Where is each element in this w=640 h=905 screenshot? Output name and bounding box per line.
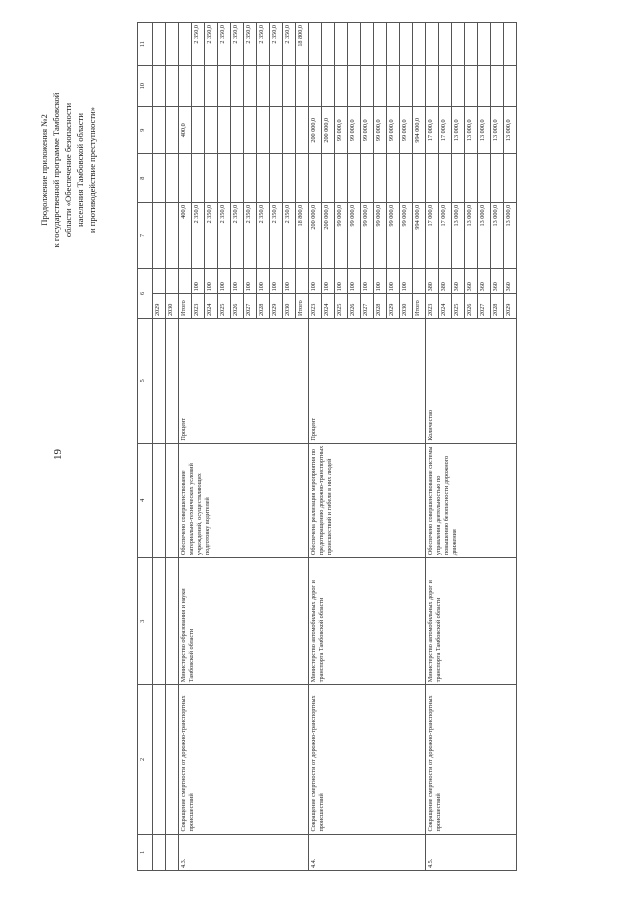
target-value-cell: 360	[478, 268, 491, 293]
federal-amount-cell	[400, 154, 413, 202]
target-value-cell: 100	[244, 268, 257, 293]
federal-amount-cell	[465, 154, 478, 202]
local-amount-cell	[491, 66, 504, 107]
total-amount-cell: 2 350,0	[231, 202, 244, 268]
regional-amount-cell: 99 000,0	[400, 107, 413, 154]
federal-amount-cell	[257, 154, 270, 202]
empty-cell	[166, 685, 179, 834]
year-cell: Итого	[413, 294, 426, 319]
federal-amount-cell	[439, 154, 452, 202]
local-amount-cell	[439, 66, 452, 107]
federal-amount-cell	[283, 154, 296, 202]
target-value-cell: 100	[322, 268, 335, 293]
federal-amount-cell	[218, 154, 231, 202]
regional-amount-cell: 17 000,0	[439, 107, 452, 154]
year-cell: 2023	[309, 294, 322, 319]
total-amount-cell: 18 800,0	[296, 202, 309, 268]
local-amount-cell	[400, 66, 413, 107]
regional-amount-cell: 13 000,0	[491, 107, 504, 154]
empty-cell	[166, 834, 179, 870]
year-cell: 2024	[439, 294, 452, 319]
regional-amount-cell	[244, 107, 257, 154]
local-amount-cell	[296, 66, 309, 107]
column-number: 7	[138, 202, 153, 268]
local-amount-cell	[283, 66, 296, 107]
regional-amount-cell: 99 000,0	[348, 107, 361, 154]
extrabudget-amount-cell	[465, 23, 478, 66]
empty-cell	[153, 318, 166, 443]
target-value-cell: 100	[192, 268, 205, 293]
column-number: 5	[138, 318, 153, 443]
column-number: 2	[138, 685, 153, 834]
extrabudget-amount-cell	[348, 23, 361, 66]
regional-amount-cell: 200 000,0	[309, 107, 322, 154]
year-cell: 2029	[504, 294, 517, 319]
total-amount-cell: 2 350,0	[283, 202, 296, 268]
regional-amount-cell	[296, 107, 309, 154]
extrabudget-amount-cell	[452, 23, 465, 66]
total-amount-cell: 17 000,0	[426, 202, 439, 268]
unit-name-cell: Количество	[426, 318, 517, 443]
total-amount-cell: 2 350,0	[218, 202, 231, 268]
regional-amount-cell	[283, 107, 296, 154]
target-value-cell: 100	[387, 268, 400, 293]
regional-amount-cell: 17 000,0	[426, 107, 439, 154]
federal-amount-cell	[231, 154, 244, 202]
federal-amount-cell	[192, 154, 205, 202]
extrabudget-amount-cell: 2 350,0	[192, 23, 205, 66]
extrabudget-amount-cell: 2 350,0	[218, 23, 231, 66]
extrabudget-amount-cell	[309, 23, 322, 66]
year-cell: 2028	[257, 294, 270, 319]
total-amount-cell: 13 000,0	[478, 202, 491, 268]
empty-cell	[153, 558, 166, 685]
total-amount-cell: 99 000,0	[387, 202, 400, 268]
regional-amount-cell: 99 000,0	[374, 107, 387, 154]
target-value-cell: 360	[465, 268, 478, 293]
federal-amount-cell	[452, 154, 465, 202]
regional-amount-cell	[257, 107, 270, 154]
extrabudget-amount-cell	[504, 23, 517, 66]
federal-amount-cell	[387, 154, 400, 202]
regional-amount-cell: 99 000,0	[361, 107, 374, 154]
empty-cell	[153, 443, 166, 557]
federal-amount-cell	[335, 154, 348, 202]
federal-amount-cell	[179, 154, 192, 202]
header-line: населения Тамбовской области	[75, 113, 85, 227]
total-amount-cell: 200 000,0	[322, 202, 335, 268]
total-amount-cell	[166, 202, 179, 268]
total-amount-cell: 400,0	[179, 202, 192, 268]
column-number: 11	[138, 23, 153, 66]
extrabudget-amount-cell: 2 350,0	[270, 23, 283, 66]
empty-cell	[166, 558, 179, 685]
total-amount-cell: 99 000,0	[335, 202, 348, 268]
regional-amount-cell: 400,0	[179, 107, 192, 154]
federal-amount-cell	[361, 154, 374, 202]
year-cell: 2025	[218, 294, 231, 319]
local-amount-cell	[452, 66, 465, 107]
year-cell: 2025	[452, 294, 465, 319]
extrabudget-amount-cell	[387, 23, 400, 66]
executor-cell: Министерство автомобильных дорог и транспорта Тамбовской области	[426, 558, 517, 685]
goal-cell: Сокращение смертности от дорожно-транспортных происшествий	[179, 685, 309, 834]
section-number-cell: 4.3.	[179, 834, 309, 870]
extrabudget-amount-cell: 18 800,0	[296, 23, 309, 66]
federal-amount-cell	[166, 154, 179, 202]
local-amount-cell	[374, 66, 387, 107]
total-amount-cell: 2 350,0	[270, 202, 283, 268]
target-value-cell: 380	[426, 268, 439, 293]
extrabudget-amount-cell: 2 350,0	[231, 23, 244, 66]
local-amount-cell	[309, 66, 322, 107]
extrabudget-amount-cell	[478, 23, 491, 66]
target-value-cell: 360	[504, 268, 517, 293]
regional-amount-cell: 99 000,0	[387, 107, 400, 154]
extrabudget-amount-cell	[179, 23, 192, 66]
total-amount-cell: 2 350,0	[257, 202, 270, 268]
local-amount-cell	[218, 66, 231, 107]
regional-amount-cell	[218, 107, 231, 154]
year-cell: 2030	[166, 294, 179, 319]
indicator-cell: Обеспечено совершенствование материально-технических условий учреждений, осуществляющих подготовку водителей	[179, 443, 309, 557]
local-amount-cell	[413, 66, 426, 107]
total-amount-cell: 17 000,0	[439, 202, 452, 268]
header-line: и противодействие преступности»	[87, 106, 97, 234]
regional-amount-cell	[166, 107, 179, 154]
extrabudget-amount-cell	[413, 23, 426, 66]
indicator-cell: Обеспечена реализация мероприятия по предотвращению дорожно-транспортных происшествий и гибели в них людей	[309, 443, 426, 557]
year-cell: 2028	[374, 294, 387, 319]
executor-cell: Министерство автомобильных дорог и транспорта Тамбовской области	[309, 558, 426, 685]
regional-amount-cell	[192, 107, 205, 154]
regional-amount-cell	[205, 107, 218, 154]
header-line: к государственной программе Тамбовской	[51, 92, 61, 248]
total-amount-cell: 200 000,0	[309, 202, 322, 268]
federal-amount-cell	[348, 154, 361, 202]
year-cell: 2029	[387, 294, 400, 319]
year-cell: 2029	[270, 294, 283, 319]
target-value-cell: 100	[335, 268, 348, 293]
year-cell: 2026	[231, 294, 244, 319]
target-value-cell: 100	[348, 268, 361, 293]
table-row	[309, 23, 322, 871]
total-amount-cell: 994 000,0	[413, 202, 426, 268]
local-amount-cell	[257, 66, 270, 107]
table-row	[153, 23, 166, 871]
goal-cell: Сокращение смертности от дорожно-транспортных происшествий	[426, 685, 517, 834]
local-amount-cell	[166, 66, 179, 107]
column-number: 6	[138, 268, 153, 318]
indicator-cell: Обеспечено совершенствование системы управления деятельностью по повышению безопасности дорожного движения	[426, 443, 517, 557]
year-cell: Итого	[296, 294, 309, 319]
local-amount-cell	[335, 66, 348, 107]
unit-name-cell: Процент	[309, 318, 426, 443]
extrabudget-amount-cell: 2 350,0	[257, 23, 270, 66]
empty-cell	[153, 834, 166, 870]
target-value-cell: 100	[283, 268, 296, 293]
total-amount-cell	[153, 202, 166, 268]
local-amount-cell	[192, 66, 205, 107]
target-value-cell: 360	[491, 268, 504, 293]
table-row	[179, 23, 192, 871]
year-cell: 2030	[400, 294, 413, 319]
extrabudget-amount-cell: 2 350,0	[283, 23, 296, 66]
local-amount-cell	[205, 66, 218, 107]
header-line: Продолжение приложения №2	[39, 114, 49, 226]
column-number: 4	[138, 443, 153, 557]
empty-cell	[153, 685, 166, 834]
local-amount-cell	[179, 66, 192, 107]
federal-amount-cell	[296, 154, 309, 202]
document-header	[38, 55, 98, 285]
total-amount-cell: 13 000,0	[491, 202, 504, 268]
extrabudget-amount-cell	[361, 23, 374, 66]
target-value-cell	[179, 268, 192, 293]
federal-amount-cell	[504, 154, 517, 202]
table-row	[426, 23, 439, 871]
regional-amount-cell: 13 000,0	[478, 107, 491, 154]
target-value-cell: 360	[452, 268, 465, 293]
local-amount-cell	[478, 66, 491, 107]
extrabudget-amount-cell	[335, 23, 348, 66]
total-amount-cell: 13 000,0	[452, 202, 465, 268]
federal-amount-cell	[374, 154, 387, 202]
header-line: области «Обеспечение безопасности	[63, 102, 73, 238]
target-value-cell: 100	[374, 268, 387, 293]
target-value-cell: 100	[400, 268, 413, 293]
federal-amount-cell	[270, 154, 283, 202]
local-amount-cell	[426, 66, 439, 107]
target-value-cell	[166, 268, 179, 293]
year-cell: 2023	[426, 294, 439, 319]
federal-amount-cell	[426, 154, 439, 202]
federal-amount-cell	[491, 154, 504, 202]
column-number: 8	[138, 154, 153, 202]
regional-amount-cell	[153, 107, 166, 154]
executor-cell: Министерство образования и науки Тамбовской области	[179, 558, 309, 685]
empty-cell	[166, 318, 179, 443]
target-value-cell: 100	[231, 268, 244, 293]
section-number-cell: 4.5.	[426, 834, 517, 870]
page-number: 19	[52, 449, 64, 460]
regional-amount-cell: 13 000,0	[465, 107, 478, 154]
year-cell: 2030	[283, 294, 296, 319]
target-value-cell: 100	[218, 268, 231, 293]
unit-name-cell: Процент	[179, 318, 309, 443]
extrabudget-amount-cell	[491, 23, 504, 66]
local-amount-cell	[504, 66, 517, 107]
total-amount-cell: 13 000,0	[465, 202, 478, 268]
target-value-cell	[296, 268, 309, 293]
year-cell: 2027	[478, 294, 491, 319]
federal-amount-cell	[322, 154, 335, 202]
year-cell: 2025	[335, 294, 348, 319]
regional-amount-cell: 13 000,0	[452, 107, 465, 154]
year-cell: 2027	[361, 294, 374, 319]
total-amount-cell: 99 000,0	[374, 202, 387, 268]
local-amount-cell	[231, 66, 244, 107]
local-amount-cell	[244, 66, 257, 107]
total-amount-cell: 2 350,0	[244, 202, 257, 268]
target-value-cell: 100	[270, 268, 283, 293]
federal-amount-cell	[413, 154, 426, 202]
column-number: 9	[138, 107, 153, 154]
local-amount-cell	[465, 66, 478, 107]
local-amount-cell	[361, 66, 374, 107]
year-cell: 2026	[465, 294, 478, 319]
extrabudget-amount-cell	[426, 23, 439, 66]
program-table	[137, 22, 517, 871]
total-amount-cell: 13 000,0	[504, 202, 517, 268]
year-cell: 2028	[491, 294, 504, 319]
extrabudget-amount-cell	[374, 23, 387, 66]
year-cell: 2024	[205, 294, 218, 319]
target-value-cell	[153, 268, 166, 293]
federal-amount-cell	[205, 154, 218, 202]
target-value-cell: 100	[257, 268, 270, 293]
year-cell: 2023	[192, 294, 205, 319]
federal-amount-cell	[478, 154, 491, 202]
federal-amount-cell	[309, 154, 322, 202]
target-value-cell: 100	[361, 268, 374, 293]
target-value-cell: 100	[205, 268, 218, 293]
target-value-cell: 380	[439, 268, 452, 293]
target-value-cell	[413, 268, 426, 293]
year-cell: 2027	[244, 294, 257, 319]
local-amount-cell	[348, 66, 361, 107]
goal-cell: Сокращение смертности от дорожно-транспортных происшествий	[309, 685, 426, 834]
extrabudget-amount-cell: 2 350,0	[205, 23, 218, 66]
regional-amount-cell: 994 000,0	[413, 107, 426, 154]
total-amount-cell: 2 350,0	[205, 202, 218, 268]
total-amount-cell: 99 000,0	[400, 202, 413, 268]
extrabudget-amount-cell	[153, 23, 166, 66]
regional-amount-cell	[231, 107, 244, 154]
extrabudget-amount-cell: 2 350,0	[244, 23, 257, 66]
total-amount-cell: 99 000,0	[348, 202, 361, 268]
regional-amount-cell: 200 000,0	[322, 107, 335, 154]
column-number: 3	[138, 558, 153, 685]
local-amount-cell	[270, 66, 283, 107]
table-body	[153, 23, 517, 871]
column-number: 1	[138, 834, 153, 870]
year-cell: 2026	[348, 294, 361, 319]
regional-amount-cell	[270, 107, 283, 154]
total-amount-cell: 2 350,0	[192, 202, 205, 268]
extrabudget-amount-cell	[400, 23, 413, 66]
local-amount-cell	[153, 66, 166, 107]
federal-amount-cell	[153, 154, 166, 202]
extrabudget-amount-cell	[439, 23, 452, 66]
target-value-cell: 100	[309, 268, 322, 293]
empty-cell	[166, 443, 179, 557]
section-number-cell: 4.4.	[309, 834, 426, 870]
column-number: 10	[138, 66, 153, 107]
total-amount-cell: 99 000,0	[361, 202, 374, 268]
table-row	[166, 23, 179, 871]
local-amount-cell	[387, 66, 400, 107]
regional-amount-cell: 13 000,0	[504, 107, 517, 154]
year-cell: 2029	[153, 294, 166, 319]
federal-amount-cell	[244, 154, 257, 202]
extrabudget-amount-cell	[166, 23, 179, 66]
local-amount-cell	[322, 66, 335, 107]
regional-amount-cell: 99 000,0	[335, 107, 348, 154]
year-cell: Итого	[179, 294, 192, 319]
column-number-row	[138, 23, 153, 871]
year-cell: 2024	[322, 294, 335, 319]
extrabudget-amount-cell	[322, 23, 335, 66]
